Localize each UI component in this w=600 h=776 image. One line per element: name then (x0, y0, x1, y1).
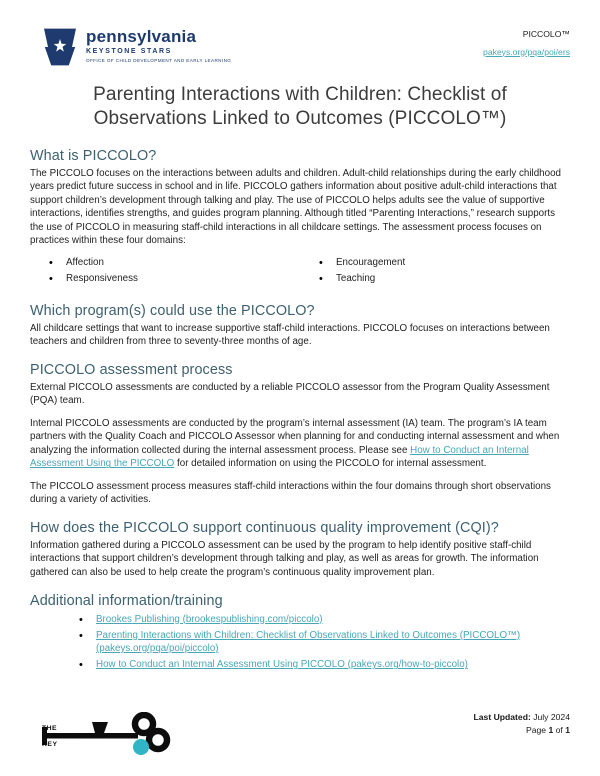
section-heading-what-is-piccolo: What is PICCOLO? (30, 147, 157, 164)
page-number (474, 724, 570, 738)
cqi-paragraph: Information gathered during a PICCOLO assessment can be used by the program to help identify positive staff-child interactions that support children’s development through talking and play, as well as areas for growth. The information gathered can also be used to help create the program’s continuous quality improvement plan. (30, 539, 539, 578)
how-to-conduct-link[interactable]: How to Conduct an Internal Assessment Using PICCOLO (pakeys.org/how-to-piccolo) (96, 659, 468, 671)
domain-item: • Teaching (336, 273, 570, 286)
keystone-star-icon (40, 26, 80, 68)
domains-column-left (30, 257, 300, 290)
domains-column-right (300, 257, 570, 290)
last-updated (474, 711, 570, 725)
page-word: Page (526, 725, 549, 736)
section-heading-additional-info: Additional information/training (30, 592, 223, 609)
which-programs-paragraph: All childcare settings that want to increase supportive staff-child interactions. PICCOLO focuses on interactions between teachers and children from three to seventy-three months of age. (30, 322, 550, 348)
domain-item: • Affection (66, 257, 300, 270)
page-of-word: of (553, 725, 566, 736)
page-current: 1 (548, 725, 554, 736)
additional-links-list (30, 614, 570, 673)
keystone-stars-logo (40, 26, 231, 68)
what-is-piccolo-paragraph: The PICCOLO focuses on the interactions between adults and children. Adult-child relationships during the early childhood years predict future success in school and in life. PICCOLO gathers information about positive adult-child interactions that support children’s development through talking and play. The use of PICCOLO helps adults see the value of supportive interactions, identifies strengths, and guides program planning. Although titled “Parenting Interactions,” research supports the use of PICCOLO in measuring staff-child interactions in all childcare settings. The assessment process focuses on practices within these four domains: (30, 167, 561, 247)
how-to-conduct-internal-assessment-link[interactable]: How to Conduct an Internal Assessment Using the PICCOLO (30, 444, 529, 470)
list-item (96, 659, 570, 672)
last-updated-value: July 2024 (530, 711, 570, 722)
domain-item: • Responsiveness (66, 273, 300, 286)
piccolo-checklist-link[interactable]: Parenting Interactions with Children: Checklist of Observations Linked to Outcomes (PICCOLO™) (pakeys.org/pqa/poi/piccolo) (96, 629, 521, 654)
doc-name-label: PICCOLO™ (522, 29, 570, 39)
domains-list (30, 257, 570, 290)
logo-program-name: KEYSTONE STARS (86, 48, 172, 55)
key-logo-line: PENNSYLVANIA (42, 732, 101, 740)
page-header (0, 0, 600, 68)
document-body (0, 131, 600, 672)
section-heading-assessment-process: PICCOLO assessment process (30, 361, 233, 378)
internal-assessment-paragraph (30, 417, 570, 471)
assessment-measures-paragraph: The PICCOLO assessment process measures staff-child interactions within the four domains through short observations during a variety of activities. (30, 480, 551, 506)
logo-brand-name: pennsylvania (86, 27, 197, 46)
logo-office-name: OFFICE OF CHILD DEVELOPMENT AND EARLY LEARNING (86, 57, 232, 63)
internal-assessment-text-pre: Internal PICCOLO assessments are conducted by the program’s internal assessment (IA) team. The program’s IA team partners with the Quality Coach and PICCOLO Assessor when planning for and conducting internal assessment and when analyzing the information collected during the internal assessment process. Please see (30, 417, 560, 456)
domain-item: • Encouragement (336, 257, 570, 270)
logo-text (86, 26, 231, 63)
doc-url-link[interactable]: pakeys.org/pqa/poi/ers (483, 46, 570, 57)
header-doc-info (483, 26, 570, 60)
section-heading-cqi: How does the PICCOLO support continuous quality improvement (CQI)? (30, 519, 499, 536)
page-total: 1 (565, 725, 570, 736)
list-item (96, 630, 570, 656)
pennsylvania-key-logo (40, 712, 172, 760)
footer-meta (474, 711, 570, 739)
internal-assessment-text-post: for detailed information on using the PICCOLO for internal assessment. (174, 458, 487, 470)
external-assessment-paragraph: External PICCOLO assessments are conducted by a reliable PICCOLO assessor from the Program Quality Assessment (PQA) team. (30, 381, 550, 407)
key-logo-line: THE (42, 725, 58, 732)
key-logo-line: KEY (42, 740, 58, 748)
page-title: Parenting Interactions with Children: Checklist of Observations Linked to Outcomes (PICCOLO™) (93, 84, 507, 129)
list-item (96, 614, 570, 627)
last-updated-label: Last Updated: (473, 711, 531, 722)
brookes-publishing-link[interactable]: Brookes Publishing (brookespublishing.com/piccolo) (96, 613, 323, 625)
section-heading-which-programs: Which program(s) could use the PICCOLO? (30, 302, 315, 319)
key-logo-text (42, 725, 100, 749)
